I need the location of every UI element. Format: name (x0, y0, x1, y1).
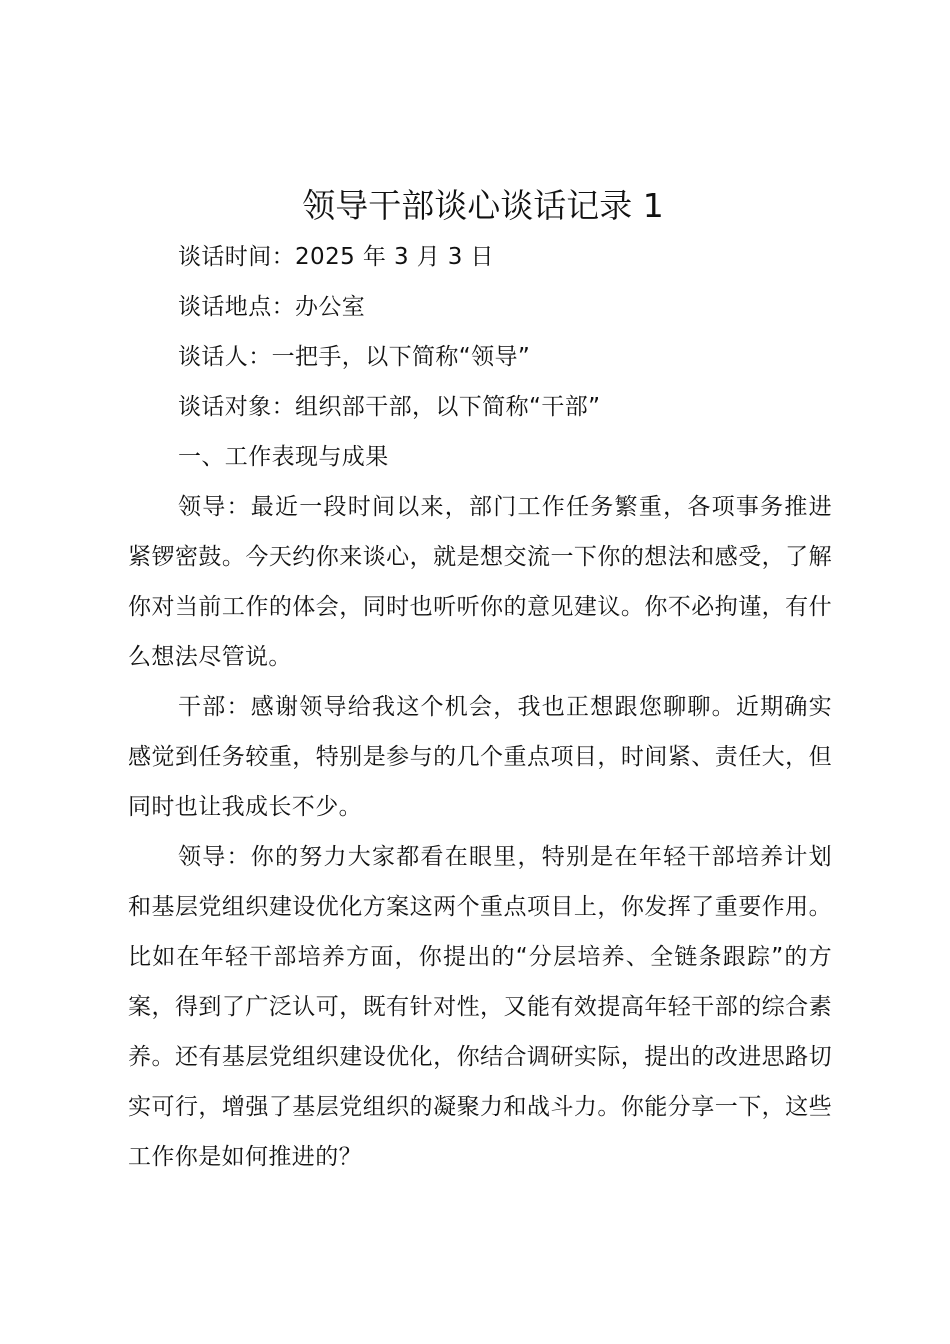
document-page (128, 180, 832, 1182)
paragraph-cadre-reply: 干部：感谢领导给我这个机会，我也正想跟您聊聊。近期确实感觉到任务较重，特别是参与的几个重点项目，时间紧、责任大，但同时也让我成长不少。 (128, 694, 832, 820)
meta-speaker: 谈话人：一把手，以下简称“领导” (178, 344, 531, 370)
paragraph-leader-opening: 领导：最近一段时间以来，部门工作任务繁重，各项事务推进紧锣密鼓。今天约你来谈心，就是想交流一下你的想法和感受，了解你对当前工作的体会，同时也听听你的意见建议。你不必拘谨，有什么想法尽管说。 (128, 494, 832, 670)
meta-time: 谈话时间：2025 年 3 月 3 日 (178, 244, 494, 270)
meta-subject: 谈话对象：组织部干部，以下简称“干部” (178, 394, 601, 420)
meta-place: 谈话地点：办公室 (178, 294, 366, 320)
paragraph-leader-praise: 领导：你的努力大家都看在眼里，特别是在年轻干部培养计划和基层党组织建设优化方案这两个重点项目上，你发挥了重要作用。比如在年轻干部培养方面，你提出的“分层培养、全链条跟踪”的方案，得到了广泛认可，既有针对性，又能有效提高年轻干部的综合素养。还有基层党组织建设优化，你结合调研实际，提出的改进思路切实可行，增强了基层党组织的凝聚力和战斗力。你能分享一下，这些工作你是如何推进的？ (128, 844, 832, 1170)
document-title: 领导干部谈心谈话记录 1 (302, 186, 664, 225)
section-heading: 一、工作表现与成果 (178, 444, 389, 470)
